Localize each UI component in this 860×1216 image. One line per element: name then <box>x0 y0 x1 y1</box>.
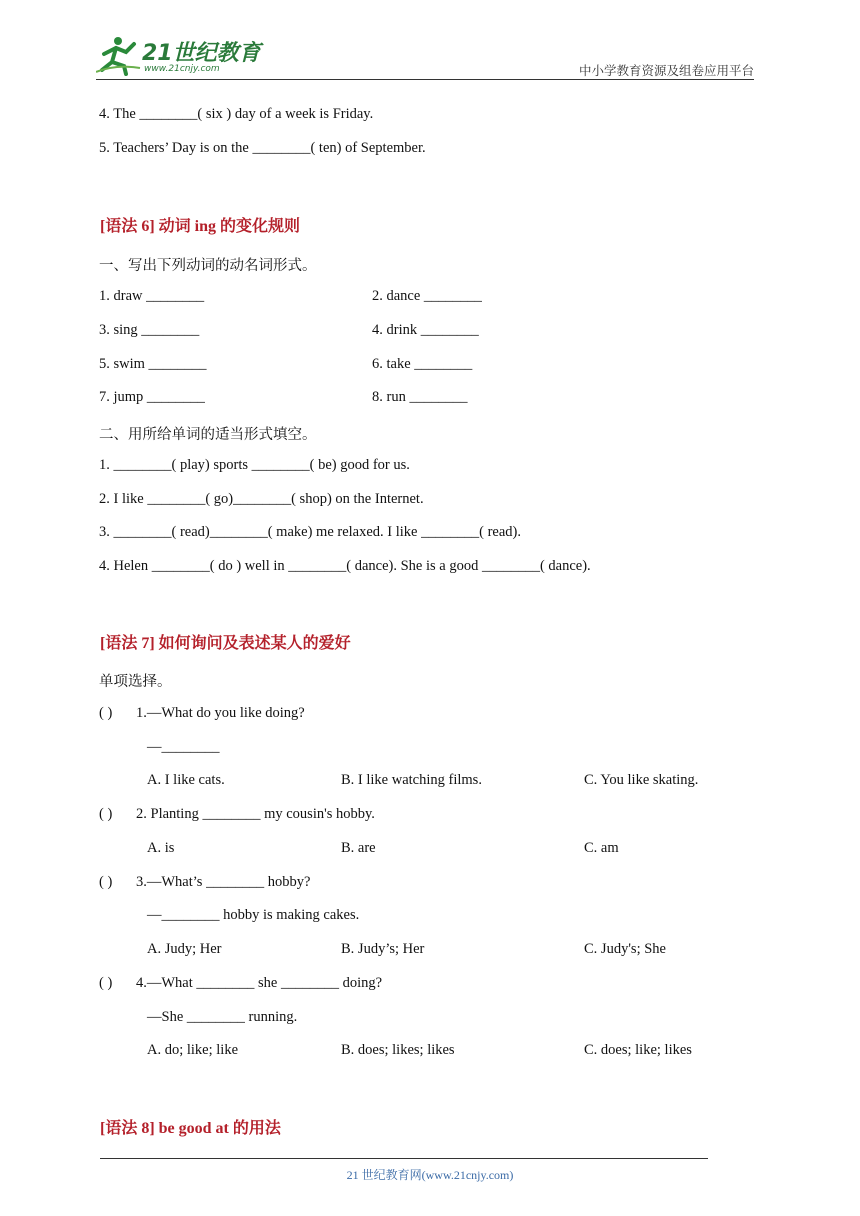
section-heading: [语法 6] 动词 ing 的变化规则 <box>100 218 301 235</box>
section-heading: [语法 8] be good at 的用法 <box>100 1120 281 1137</box>
verb-item: 1. draw ________ <box>99 288 205 304</box>
option-a: A. is <box>147 840 175 856</box>
verb-item: 7. jump ________ <box>99 389 205 405</box>
question-sub: —________ <box>147 739 220 755</box>
option-b: B. Judy’s; Her <box>341 941 425 957</box>
section-heading: [语法 7] 如何询问及表述某人的爱好 <box>100 635 351 652</box>
fill-item: 4. Helen ________( do ) well in ________( dance). She is a good ________( dance). <box>99 558 591 574</box>
option-c: C. You like skating. <box>584 772 699 788</box>
verb-item: 2. dance ________ <box>372 288 482 304</box>
part-title: 二、用所给单词的适当形式填空。 <box>99 427 317 443</box>
verb-item: 8. run ________ <box>372 389 468 405</box>
fill-item: 3. ________( read)________( make) me relaxed. I like ________( read). <box>99 524 521 540</box>
footer-divider <box>100 1158 708 1159</box>
option-a: A. Judy; Her <box>147 941 222 957</box>
option-c: C. Judy's; She <box>584 941 666 957</box>
header-platform-text: 中小学教育资源及组卷应用平台 <box>578 64 754 78</box>
option-a: A. do; like; like <box>147 1042 239 1058</box>
question-sub: —________ hobby is making cakes. <box>147 907 360 923</box>
option-b: B. does; likes; likes <box>341 1042 455 1058</box>
site-logo <box>96 34 266 78</box>
question-stem: 3.—What’s ________ hobby? <box>136 874 311 890</box>
verb-item: 5. swim ________ <box>99 356 207 372</box>
option-b: B. are <box>341 840 376 856</box>
option-b: B. I like watching films. <box>341 772 482 788</box>
option-a: A. I like cats. <box>147 772 225 788</box>
logo-text: 21世纪教育 <box>142 41 261 66</box>
part-title: 一、写出下列动词的动名词形式。 <box>99 258 317 274</box>
answer-paren: ( ) <box>99 874 113 890</box>
header-divider <box>96 79 754 80</box>
logo-url-text: www.21cnjy.com <box>144 64 220 74</box>
question-text: 5. Teachers’ Day is on the ________( ten) of September. <box>99 140 426 156</box>
fill-item: 1. ________( play) sports ________( be) good for us. <box>99 457 410 473</box>
question-stem: 1.—What do you like doing? <box>136 705 305 721</box>
question-text: 4. The ________( six ) day of a week is Friday. <box>99 106 374 122</box>
answer-paren: ( ) <box>99 806 113 822</box>
answer-paren: ( ) <box>99 975 113 991</box>
verb-item: 3. sing ________ <box>99 322 200 338</box>
instruction-text: 单项选择。 <box>99 674 172 690</box>
option-c: C. does; like; likes <box>584 1042 692 1058</box>
question-stem: 4.—What ________ she ________ doing? <box>136 975 383 991</box>
verb-item: 4. drink ________ <box>372 322 479 338</box>
verb-item: 6. take ________ <box>372 356 473 372</box>
answer-paren: ( ) <box>99 705 113 721</box>
footer-text[interactable]: 21 世纪教育网(www.21cnjy.com) <box>346 1168 514 1182</box>
question-stem: 2. Planting ________ my cousin's hobby. <box>136 806 375 822</box>
option-c: C. am <box>584 840 619 856</box>
fill-item: 2. I like ________( go)________( shop) on the Internet. <box>99 491 424 507</box>
question-sub: —She ________ running. <box>147 1009 298 1025</box>
